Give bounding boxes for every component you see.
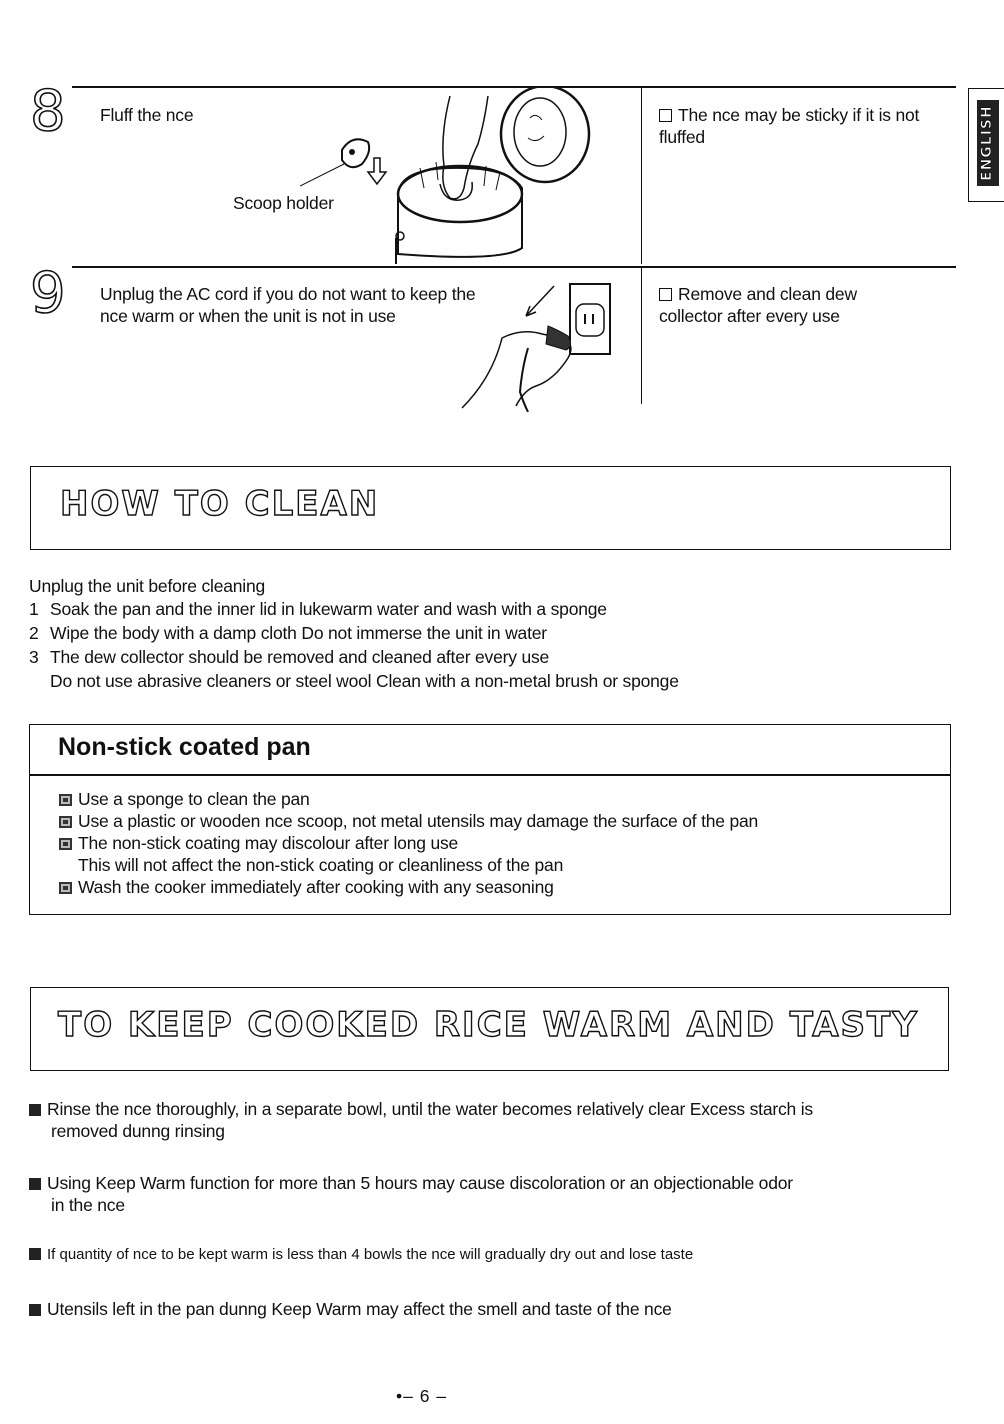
note-checkbox-icon xyxy=(659,288,672,301)
item-3-bullet-icon xyxy=(59,838,72,850)
step-8-note xyxy=(659,104,939,148)
rice-cooker-fluff-illustration xyxy=(300,88,600,264)
bullet-square-icon xyxy=(29,1248,41,1260)
keep-warm-item-text-cont: removed dunng rinsing xyxy=(51,1121,225,1141)
step-9-note-text: Remove and clean dew collector after every use xyxy=(659,284,857,326)
keep-warm-item xyxy=(29,1298,949,1328)
non-stick-list xyxy=(59,788,939,898)
clean-step xyxy=(29,598,929,622)
bullet-square-icon xyxy=(29,1178,41,1190)
step-9-number: 9 xyxy=(30,261,66,326)
step-8-instruction: Fluff the nce xyxy=(100,105,194,125)
bullet-square-icon xyxy=(29,1104,41,1116)
non-stick-title: Non-stick coated pan xyxy=(58,733,311,761)
item-4-bullet-icon xyxy=(59,882,72,894)
step-9-divider xyxy=(641,268,642,404)
non-stick-item-text: The non-stick coating may discolour after long use xyxy=(78,833,459,853)
keep-warm-list xyxy=(29,1098,949,1328)
non-stick-item xyxy=(59,788,939,810)
page-number: •– 6 – xyxy=(396,1386,448,1406)
keep-warm-item-text-cont: in the nce xyxy=(51,1195,125,1215)
keep-warm-item xyxy=(29,1172,949,1244)
non-stick-item-text: Wash the cooker immediately after cooking with any seasoning xyxy=(78,877,554,897)
keep-warm-item xyxy=(29,1098,949,1172)
keep-warm-item-text: Using Keep Warm function for more than 5 hours may cause discoloration or an objectionable odor xyxy=(47,1173,793,1193)
bullet-square-icon xyxy=(29,1304,41,1316)
non-stick-item xyxy=(59,832,939,854)
non-stick-item xyxy=(59,876,939,898)
item-1-bullet-icon xyxy=(59,794,72,806)
language-tab-label: ENGLISH xyxy=(977,100,999,186)
clean-step xyxy=(29,646,929,670)
step-8-figure-label: Scoop holder xyxy=(233,193,334,213)
keep-warm-item-text: Utensils left in the pan dunng Keep Warm may affect the smell and taste of the nce xyxy=(47,1299,672,1319)
step-8-number: 8 xyxy=(30,79,66,144)
clean-step-text: Wipe the body with a damp cloth Do not immerse the unit in water xyxy=(50,623,547,643)
clean-step-number: 2 xyxy=(29,623,39,643)
non-stick-item-text: Use a sponge to clean the pan xyxy=(78,789,310,809)
how-to-clean-title: HOW TO CLEAN xyxy=(60,484,380,524)
unplug-cord-illustration xyxy=(458,278,628,412)
clean-step xyxy=(29,622,929,646)
step-9-instruction: Unplug the AC cord if you do not want to keep the nce warm or when the unit is not in use xyxy=(100,284,476,326)
step-9-note xyxy=(659,283,919,327)
clean-intro: Unplug the unit before cleaning xyxy=(29,576,266,596)
non-stick-item-continuation: This will not affect the non-stick coating or cleanliness of the pan xyxy=(78,855,564,875)
keep-warm-item xyxy=(29,1244,949,1298)
non-stick-header-rule xyxy=(29,774,951,776)
clean-extra-note: Do not use abrasive cleaners or steel wool Clean with a non-metal brush or sponge xyxy=(50,671,679,691)
keep-warm-title: TO KEEP COOKED RICE WARM AND TASTY xyxy=(58,1005,919,1045)
keep-warm-item-text: Rinse the nce thoroughly, in a separate bowl, until the water becomes relatively clear Excess starch is xyxy=(47,1099,813,1119)
clean-step-text: The dew collector should be removed and cleaned after every use xyxy=(50,647,550,667)
note-checkbox-icon xyxy=(659,109,672,122)
keep-warm-item-text: If quantity of nce to be kept warm is less than 4 bowls the nce will gradually dry out and lose taste xyxy=(47,1246,694,1263)
clean-steps-list xyxy=(29,598,929,692)
non-stick-item xyxy=(59,810,939,832)
step-8-divider xyxy=(641,88,642,264)
step-9-rule xyxy=(72,266,956,268)
clean-step-text: Soak the pan and the inner lid in lukewarm water and wash with a sponge xyxy=(50,599,607,619)
non-stick-item-text: Use a plastic or wooden nce scoop, not metal utensils may damage the surface of the pan xyxy=(78,811,759,831)
clean-step-number: 3 xyxy=(29,647,39,667)
clean-step-number: 1 xyxy=(29,599,39,619)
step-8-note-text: The nce may be sticky if it is not fluffed xyxy=(659,105,920,147)
item-2-bullet-icon xyxy=(59,816,72,828)
